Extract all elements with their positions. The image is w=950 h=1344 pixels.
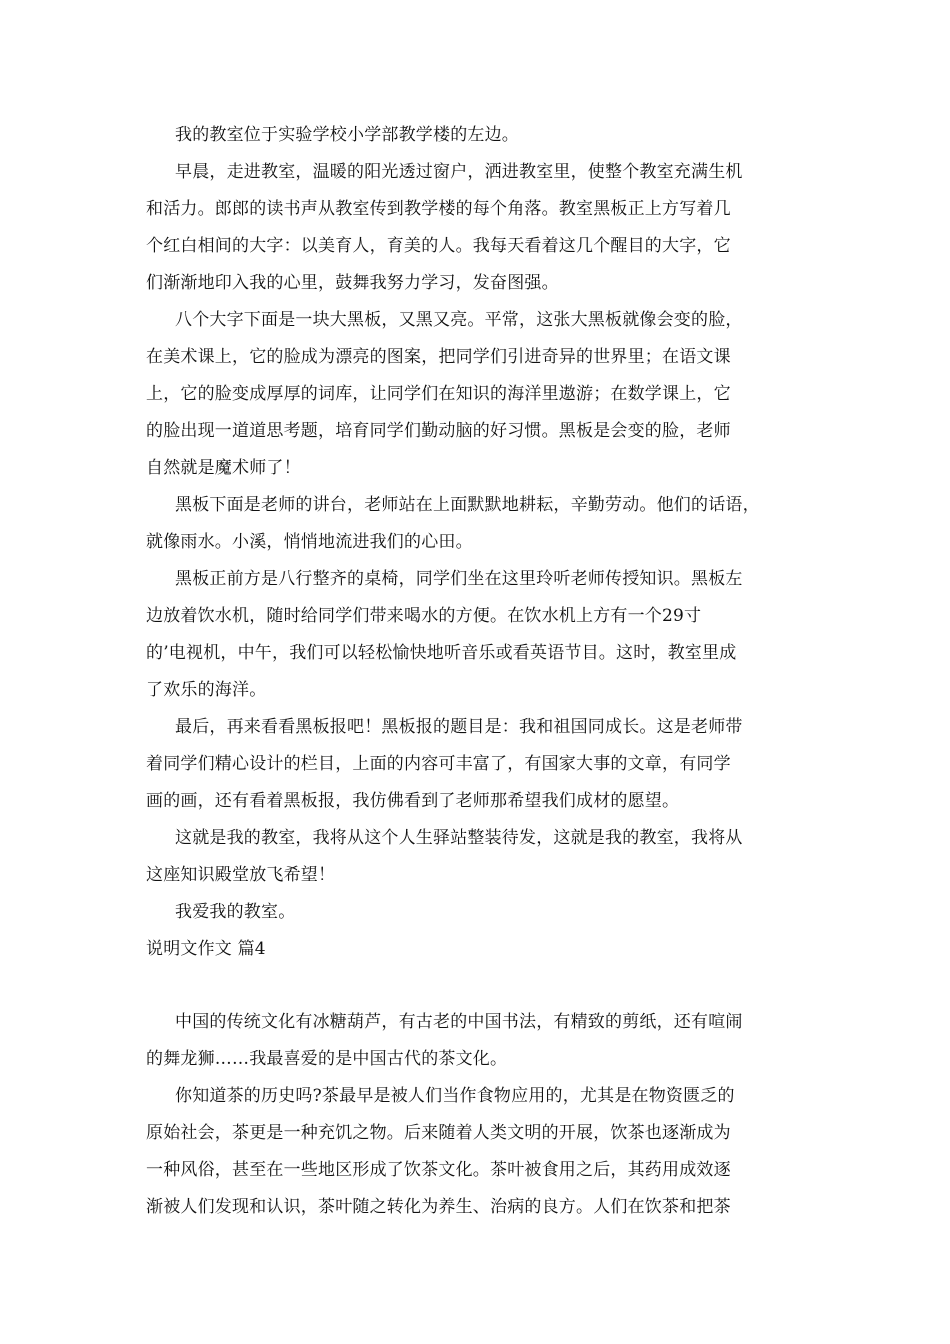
text-line: 的’电视机，中午，我们可以轻松愉快地听音乐或看英语节目。这时，教室里成	[146, 643, 737, 663]
text-line: 八个大字下面是一块大黑板，又黑又亮。平常，这张大黑板就像会变的脸，	[175, 310, 743, 330]
text-line: 的脸出现一道道思考题，培育同学们勤动脑的好习惯。黑板是会变的脸，老师	[146, 421, 731, 441]
text-line: 一种风俗，甚至在一些地区形成了饮茶文化。茶叶被食用之后，其药用成效逐	[146, 1160, 731, 1180]
text-line: 上，它的脸变成厚厚的词库，让同学们在知识的海洋里遨游；在数学课上，它	[146, 384, 731, 404]
text-line: 就像雨水。小溪，悄悄地流进我们的心田。	[146, 532, 473, 552]
text-line: 原始社会，茶更是一种充饥之物。后来随着人类文明的开展，饮茶也逐渐成为	[146, 1123, 731, 1143]
text-line: 个红白相间的大字：以美育人，育美的人。我每天看着这几个醒目的大字，它	[146, 236, 731, 256]
text-line: 们渐渐地印入我的心里，鼓舞我努力学习，发奋图强。	[146, 273, 559, 293]
text-line: 最后，再来看看黑板报吧！黑板报的题目是：我和祖国同成长。这是老师带	[175, 717, 743, 737]
text-line: 边放着饮水机，随时给同学们带来喝水的方便。在饮水机上方有一个29寸	[146, 606, 702, 626]
text-line: 画的画，还有看着黑板报，我仿佛看到了老师那希望我们成材的愿望。	[146, 791, 680, 811]
text-line: 的舞龙狮……我最喜爱的是中国古代的茶文化。	[146, 1049, 508, 1069]
paragraph-gap	[146, 968, 826, 1004]
document-body	[146, 117, 826, 1226]
text-line: 了欢乐的海洋。	[146, 680, 267, 700]
text-line: 我爱我的教室。	[175, 902, 296, 922]
text-line: 黑板正前方是八行整齐的桌椅，同学们坐在这里玲听老师传授知识。黑板左	[175, 569, 743, 589]
text-line: 和活力。郎郎的读书声从教室传到教学楼的每个角落。教室黑板正上方写着几	[146, 199, 731, 219]
text-line: 这就是我的教室，我将从这个人生驿站整装待发，这就是我的教室，我将从	[175, 828, 743, 848]
text-line: 早晨，走进教室，温暖的阳光透过窗户，洒进教室里，使整个教室充满生机	[175, 162, 743, 182]
text-line: 在美术课上，它的脸成为漂亮的图案，把同学们引进奇异的世界里；在语文课	[146, 347, 731, 367]
text-line: 渐被人们发现和认识，茶叶随之转化为养生、治病的良方。人们在饮茶和把茶	[146, 1197, 731, 1217]
text-line: 我的教室位于实验学校小学部教学楼的左边。	[175, 125, 519, 145]
text-line: 黑板下面是老师的讲台，老师站在上面默默地耕耘，辛勤劳动。他们的话语，	[175, 495, 760, 515]
text-line: 着同学们精心设计的栏目，上面的内容可丰富了，有国家大事的文章，有同学	[146, 754, 731, 774]
text-line: 这座知识殿堂放飞希望！	[146, 865, 336, 885]
text-line: 自然就是魔术师了！	[146, 458, 301, 478]
text-line: 你知道茶的历史吗?茶最早是被人们当作食物应用的，尤其是在物资匮乏的	[175, 1086, 735, 1106]
section-heading: 说明文作文 篇4	[146, 939, 266, 959]
text-line: 中国的传统文化有冰糖葫芦，有古老的中国书法，有精致的剪纸，还有喧闹	[175, 1012, 743, 1032]
